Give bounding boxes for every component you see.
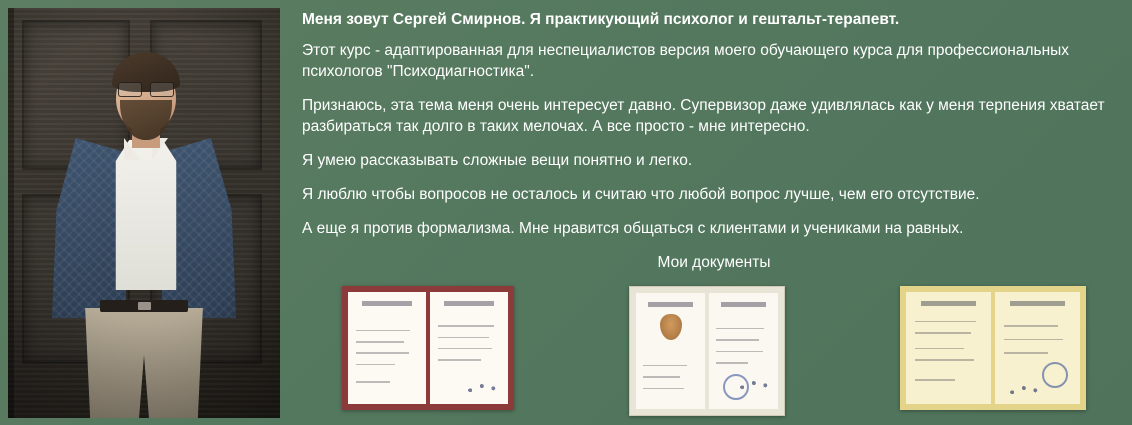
- document-text-line: [1004, 325, 1058, 327]
- portrait-vignette: [8, 8, 280, 418]
- document-text-line: [716, 328, 764, 330]
- document-text-line: [356, 364, 395, 366]
- document-text-line: [915, 321, 976, 323]
- document-text-line: [716, 339, 759, 341]
- documents-gallery: [302, 286, 1126, 416]
- document-text-line: [915, 379, 956, 381]
- document-header-line: [721, 302, 765, 307]
- document-text-line: [643, 365, 687, 367]
- document-page-right: [430, 292, 508, 404]
- document-signature: [1003, 383, 1044, 397]
- document-text-line: [716, 351, 763, 353]
- document-page-right: [709, 293, 778, 409]
- official-stamp-icon: [1042, 362, 1068, 388]
- document-text-line: [1004, 339, 1064, 341]
- coat-of-arms-icon: [660, 314, 682, 340]
- intro-paragraph-3: Я умею рассказывать сложные вещи понятно и легко.: [302, 152, 693, 170]
- document-page-right: [995, 292, 1080, 404]
- document-page-left: [906, 292, 991, 404]
- intro-paragraph-2: Признаюсь, эта тема меня очень интересует давно. Супервизор даже удивлялась как у меня терпения хватает разбираться так долго в таких мелочах. А все просто - мне интересно.: [302, 97, 1105, 136]
- document-text-line: [643, 376, 680, 378]
- document-text-line: [356, 341, 404, 343]
- document-text-line: [915, 332, 971, 334]
- document-thumbnail-diploma-emblem[interactable]: [629, 286, 785, 416]
- document-text-line: [915, 359, 975, 361]
- document-header-line: [921, 301, 975, 306]
- document-header-line: [362, 301, 412, 306]
- document-text-line: [438, 348, 493, 350]
- about-content: [280, 0, 1132, 416]
- document-text-line: [643, 388, 684, 390]
- document-text-line: [356, 330, 411, 332]
- document-header-line: [1010, 301, 1064, 306]
- document-text-line: [716, 362, 748, 364]
- document-signature: [461, 381, 502, 395]
- intro-paragraph-4: Я люблю чтобы вопросов не осталось и считаю что любой вопрос лучше, чем его отсутствие.: [302, 185, 980, 203]
- intro-paragraph-1: Этот курс - адаптированная для неспециалистов версия моего обучающего курса для профессиональных психологов "Психодиагностика".: [302, 42, 1070, 81]
- document-text-line: [438, 359, 482, 361]
- documents-title: Мои документы: [657, 253, 771, 271]
- document-text-line: [438, 325, 494, 327]
- author-intro-heading: Меня зовут Сергей Смирнов. Я практикующий психолог и гештальт-терапевт.: [302, 11, 900, 28]
- document-pages: [636, 293, 778, 409]
- document-text-line: [356, 381, 390, 383]
- document-pages: [906, 292, 1080, 404]
- document-header-line: [648, 302, 692, 307]
- document-text-line: [356, 352, 409, 354]
- document-text-line: [438, 337, 489, 339]
- document-pages: [348, 292, 508, 404]
- author-portrait: [8, 8, 280, 418]
- document-page-left: [636, 293, 705, 409]
- intro-paragraph-5: А еще я против формализма. Мне нравится общаться с клиентами и учениками на равных.: [302, 219, 964, 237]
- document-text-line: [1004, 352, 1048, 354]
- document-thumbnail-diploma-red[interactable]: [342, 286, 514, 410]
- document-page-left: [348, 292, 426, 404]
- document-header-line: [444, 301, 494, 306]
- document-text-line: [915, 348, 964, 350]
- document-thumbnail-certificate-yellow[interactable]: [900, 286, 1086, 410]
